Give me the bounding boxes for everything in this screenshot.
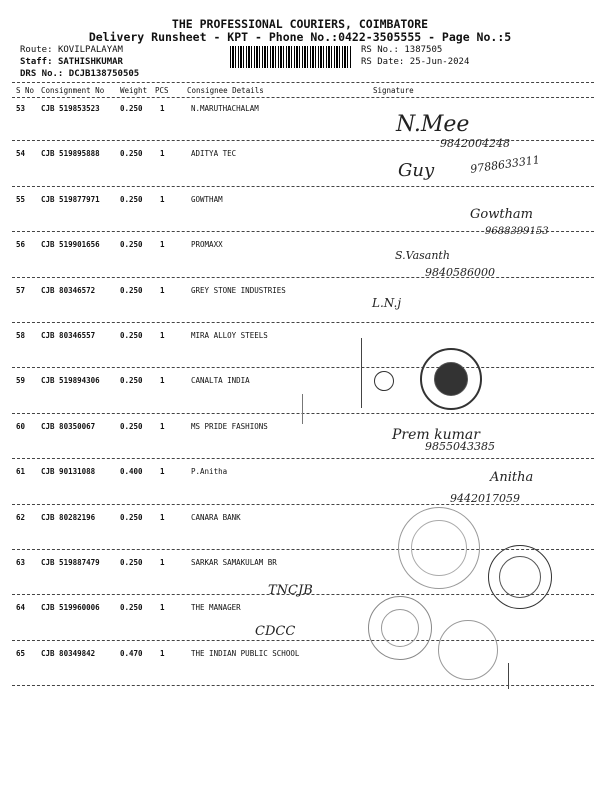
row-consignee: THE INDIAN PUBLIC SCHOOL [191,648,300,658]
office-stamp-64 [368,596,432,660]
row-consignee: CANARA BANK [191,512,241,522]
col-header-weight: Weight [120,86,148,95]
row-pcs: 1 [160,194,165,204]
row-consignee: SARKAR SAMAKULAM BR [191,558,277,567]
row-pcs: 1 [160,331,165,340]
header-divider-top [12,82,594,83]
row-consignment-no: CJB 519894306 [41,376,100,386]
row-consignee: GOWTHAM [191,194,223,204]
row-sno: 53 [16,104,26,113]
route-label: Route: [20,45,53,55]
handwritten-note-64: CDCC [255,624,296,639]
row-consignment-no: CJB 80346557 [41,331,96,340]
row-consignment-no: CJB 519853523 [41,104,100,113]
row-consignment-no: CJB 80282196 [41,512,96,522]
row-pcs: 1 [160,240,165,250]
company-title: THE PROFESSIONAL COURIERS, COIMBATORE [171,17,429,31]
signature-60: Prem kumar [392,427,480,443]
runsheet-subtitle: Delivery Runsheet - KPT - Phone No.:0422-3505555 - Page No.:5 [88,30,512,44]
row-divider [12,640,594,641]
row-consignee: CANALTA INDIA [191,376,250,386]
staff-line [20,57,123,67]
row-pcs: 1 [160,104,165,113]
row-pcs: 1 [160,149,165,159]
row-sno: 58 [16,331,26,340]
row-consignment-no: CJB 80346572 [41,285,96,295]
row-consignment-no: CJB 90131088 [41,467,96,477]
row-weight: 0.250 [120,512,143,522]
row-consignment-no: CJB 519901656 [41,240,100,250]
row-consignment-no: CJB 519895888 [41,149,100,159]
post-office-stamp-63 [488,545,552,609]
small-stamp-59 [374,371,394,391]
row-consignee: THE MANAGER [191,603,241,613]
row-consignment-no: CJB 80349842 [41,648,96,658]
signature-54: Guy [398,160,435,181]
row-sno: 59 [16,376,26,386]
row-pcs: 1 [160,421,165,431]
signature-53-phone: 9842004248 [440,137,510,150]
pen-mark-59 [302,394,303,424]
drs-label: DRS No.: [20,69,64,79]
col-header-signature: Signature [373,86,414,95]
row-consignee: PROMAXX [191,240,223,250]
row-sno: 65 [16,648,26,658]
signature-54-phone: 9788633311 [469,153,541,176]
row-weight: 0.250 [120,194,143,204]
row-sno: 54 [16,149,26,159]
staff-label: Staff: [20,57,53,67]
row-pcs: 1 [160,376,165,386]
signature-61: Anitha [490,470,534,485]
row-sno: 61 [16,467,26,477]
row-divider [12,458,594,459]
row-consignment-no: CJB 519877971 [41,194,100,204]
row-consignee: MS PRIDE FASHIONS [191,421,268,431]
row-divider [12,413,594,414]
row-divider [12,186,594,187]
rs-date-line [361,57,469,67]
row-weight: 0.250 [120,149,143,159]
row-consignment-no: CJB 519887479 [41,558,100,567]
pen-mark-58 [361,338,362,408]
row-sno: 62 [16,512,26,522]
row-weight: 0.250 [120,376,143,386]
row-weight: 0.250 [120,558,143,567]
row-sno: 64 [16,603,26,613]
pen-mark-65 [508,663,509,689]
route-value: KOVILPALAYAM [57,45,123,55]
row-pcs: 1 [160,558,165,567]
row-weight: 0.250 [120,285,143,295]
row-consignee: MIRA ALLOY STEELS [191,331,268,340]
staff-value: SATHISHKUMAR [57,57,123,67]
rs-no-label: RS No.: [361,45,399,55]
row-consignment-no: CJB 519960006 [41,603,100,613]
row-consignee: GREY STONE INDUSTRIES [191,285,286,295]
row-divider [12,685,594,686]
header-divider-bottom [12,97,594,98]
drs-line [20,69,139,79]
signature-61-phone: 9442017059 [450,492,520,505]
barcode-image [230,46,352,68]
row-consignee: ADITYA TEC [191,149,237,159]
rs-date-label: RS Date: [361,57,405,67]
row-pcs: 1 [160,603,165,613]
signature-56: S.Vasanth [395,249,450,262]
company-stamp-58 [420,348,482,410]
row-sno: 60 [16,421,26,431]
row-divider [12,322,594,323]
bank-stamp-62 [398,507,480,589]
rs-no-value: 1387505 [404,45,443,55]
row-pcs: 1 [160,648,165,658]
signature-60-phone: 9855043385 [425,440,495,453]
row-weight: 0.250 [120,603,143,613]
signature-55-phone: 9688399153 [485,226,549,237]
col-header-consignment: Consignment No [41,86,105,95]
row-sno: 55 [16,194,26,204]
row-divider [12,277,594,278]
office-stamp-65 [438,620,498,680]
route-line [20,45,123,55]
rs-date-value: 25-Jun-2024 [409,57,470,67]
row-weight: 0.250 [120,240,143,250]
row-weight: 0.250 [120,421,143,431]
signature-53: N.Mee [396,112,470,137]
rs-no-line [361,45,442,55]
row-sno: 56 [16,240,26,250]
signature-56-phone: 9840586000 [425,266,495,279]
handwritten-note-63: TNCJB [268,583,313,598]
row-sno: 57 [16,285,26,295]
col-header-consignee: Consignee Details [187,86,264,95]
row-pcs: 1 [160,285,165,295]
row-consignee: P.Anitha [191,467,228,477]
row-weight: 0.250 [120,104,143,113]
row-pcs: 1 [160,512,165,522]
signature-55: Gowtham [470,207,534,222]
row-pcs: 1 [160,467,165,477]
row-consignment-no: CJB 80350067 [41,421,96,431]
col-header-sno: S No [16,86,35,95]
signature-57: L.N.j [372,296,402,310]
drs-value: DCJB138750505 [68,69,140,79]
row-weight: 0.250 [120,331,143,340]
row-divider [12,367,594,368]
row-sno: 63 [16,558,26,567]
row-weight: 0.470 [120,648,143,658]
col-header-pcs: PCS [155,86,169,95]
row-consignee: N.MARUTHACHALAM [191,104,259,113]
row-weight: 0.400 [120,467,143,477]
